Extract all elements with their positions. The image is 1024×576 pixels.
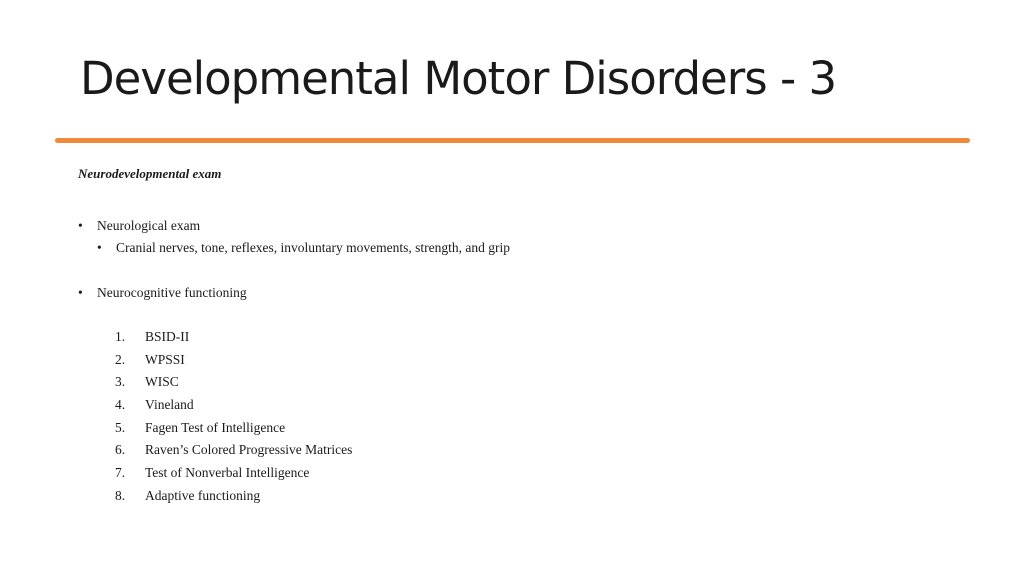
bullet-glyph: • — [97, 240, 102, 255]
list-item-text: Adaptive functioning — [145, 487, 261, 503]
title-divider — [55, 138, 970, 143]
list-item — [78, 349, 221, 372]
numbered-list — [78, 326, 353, 508]
list-item — [78, 439, 353, 462]
list-item-text: Fagen Test of Intelligence — [145, 419, 286, 435]
list-item — [78, 462, 310, 485]
section-subtitle: Neurodevelopmental exam — [78, 166, 222, 181]
list-item-text: Vineland — [145, 397, 194, 413]
list-item-text: Test of Nonverbal Intelligence — [145, 465, 310, 481]
list-item — [78, 371, 221, 394]
sub-bullet-text: Cranial nerves, tone, reflexes, involuntary movements, strength, and grip — [116, 240, 511, 255]
list-item — [78, 417, 286, 440]
bullet-item — [78, 282, 247, 304]
bullet-text: Neurological exam — [97, 218, 201, 233]
list-number: 7. — [115, 465, 126, 481]
slide-body — [78, 165, 511, 508]
list-number: 4. — [115, 397, 126, 413]
list-item-text: BSID-II — [145, 329, 190, 344]
list-number: 6. — [115, 442, 126, 458]
bullet-glyph: • — [78, 218, 83, 233]
list-number: 8. — [115, 487, 126, 503]
list-item — [78, 485, 261, 508]
bullet-text: Neurocognitive functioning — [97, 285, 247, 300]
list-number: 1. — [115, 329, 126, 344]
list-item — [78, 394, 221, 417]
list-number: 5. — [115, 419, 126, 435]
list-item-text: WISC — [145, 374, 179, 390]
list-item — [78, 326, 221, 349]
list-item-text: Raven’s Colored Progressive Matrices — [145, 442, 353, 458]
list-number: 2. — [115, 351, 126, 367]
bullet-glyph: • — [78, 285, 83, 300]
list-item-text: WPSSI — [145, 351, 185, 367]
sub-bullet-item — [78, 237, 511, 259]
slide-title: Developmental Motor Disorders - 3 — [80, 52, 837, 105]
spacer — [78, 259, 221, 282]
list-number: 3. — [115, 374, 126, 390]
spacer — [78, 304, 221, 326]
spacer — [78, 183, 221, 215]
bullet-item — [78, 215, 221, 237]
